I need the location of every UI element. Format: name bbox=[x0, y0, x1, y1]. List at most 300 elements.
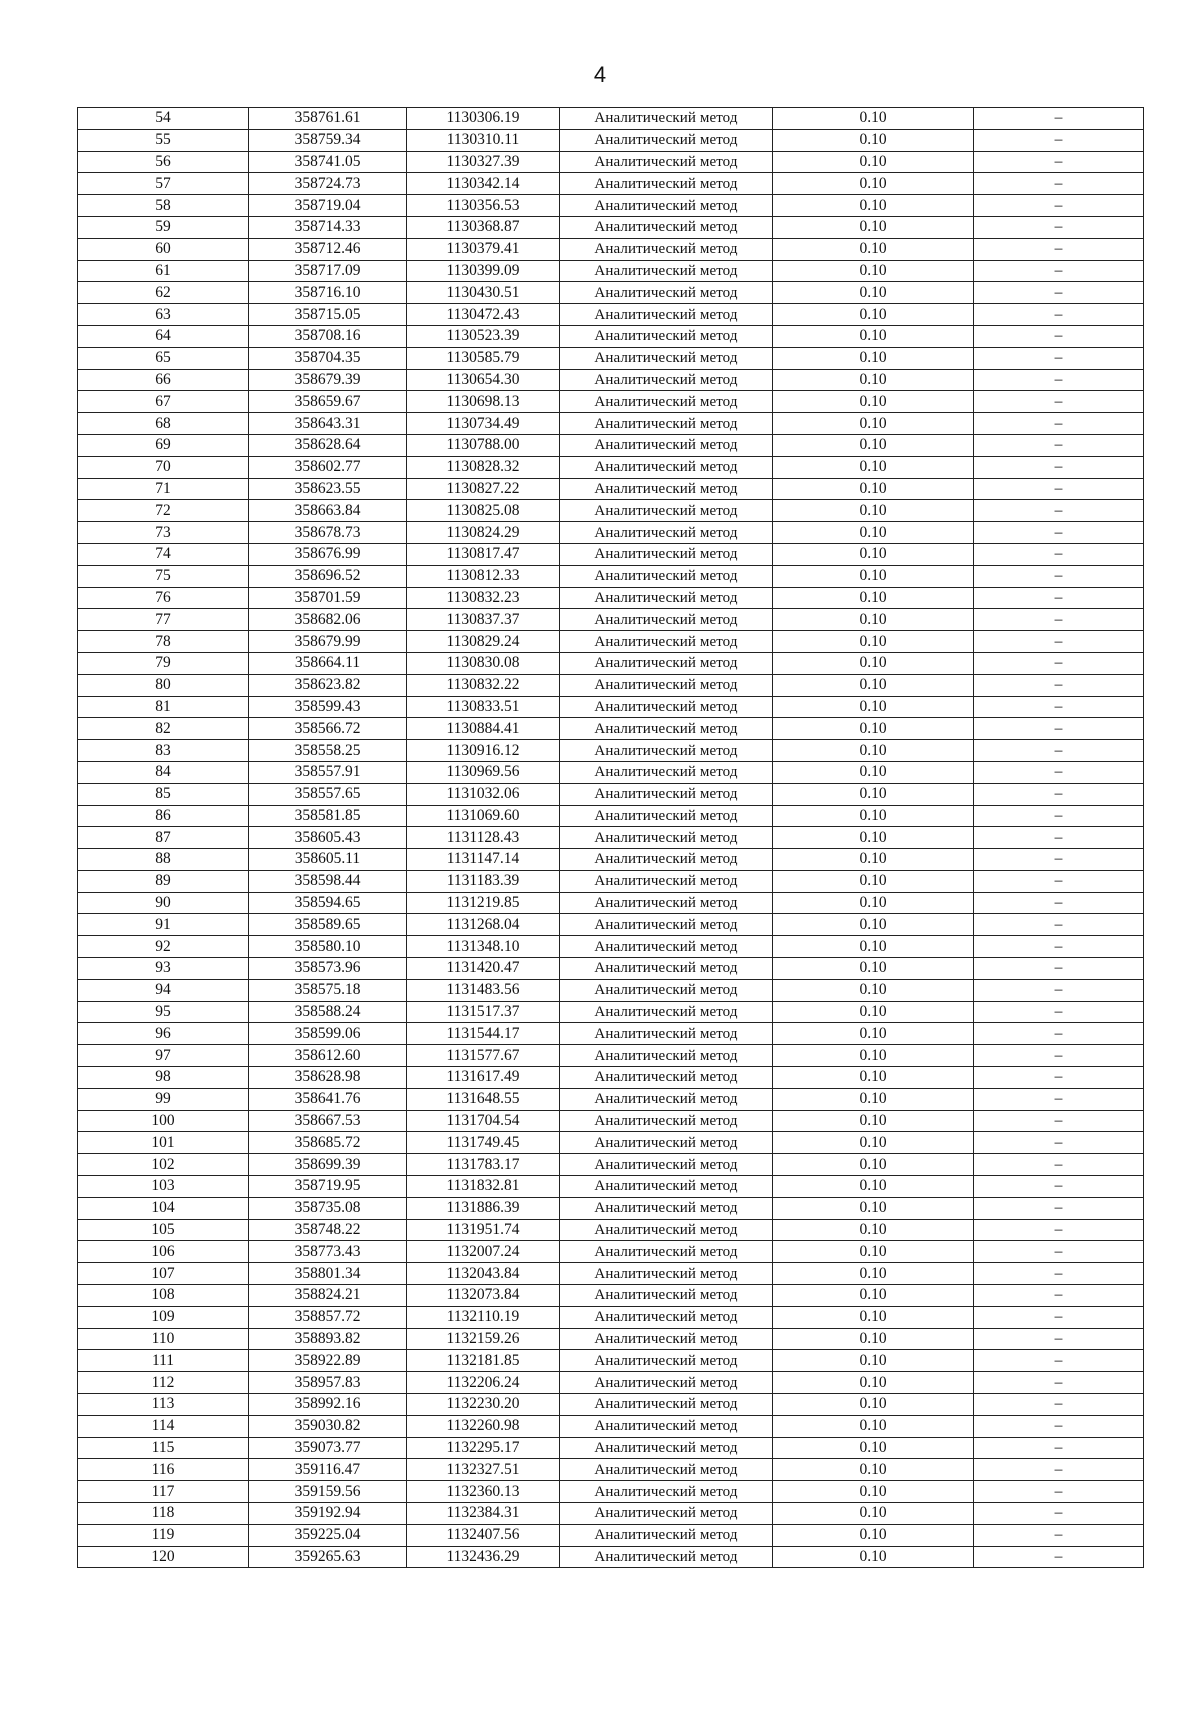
point-number-cell: 111 bbox=[78, 1350, 249, 1372]
method-cell: Аналитический метод bbox=[560, 1481, 773, 1503]
method-cell: Аналитический метод bbox=[560, 478, 773, 500]
dash-cell: – bbox=[974, 1328, 1144, 1350]
method-cell: Аналитический метод bbox=[560, 1023, 773, 1045]
x-coordinate-cell: 358663.84 bbox=[249, 500, 407, 522]
y-coordinate-cell: 1131128.43 bbox=[407, 827, 560, 849]
dash-cell: – bbox=[974, 827, 1144, 849]
dash-cell: – bbox=[974, 674, 1144, 696]
y-coordinate-cell: 1131704.54 bbox=[407, 1110, 560, 1132]
table-row bbox=[78, 587, 1144, 609]
y-coordinate-cell: 1130832.22 bbox=[407, 674, 560, 696]
x-coordinate-cell: 358558.25 bbox=[249, 740, 407, 762]
x-coordinate-cell: 358701.59 bbox=[249, 587, 407, 609]
dash-cell: – bbox=[974, 1372, 1144, 1394]
dash-cell: – bbox=[974, 260, 1144, 282]
point-number-cell: 92 bbox=[78, 936, 249, 958]
y-coordinate-cell: 1131886.39 bbox=[407, 1197, 560, 1219]
accuracy-cell: 0.10 bbox=[773, 740, 974, 762]
point-number-cell: 96 bbox=[78, 1023, 249, 1045]
accuracy-cell: 0.10 bbox=[773, 238, 974, 260]
dash-cell: – bbox=[974, 1067, 1144, 1089]
page-number: 4 bbox=[593, 62, 607, 87]
point-number-cell: 89 bbox=[78, 870, 249, 892]
method-cell: Аналитический метод bbox=[560, 1328, 773, 1350]
table-row bbox=[78, 456, 1144, 478]
method-cell: Аналитический метод bbox=[560, 1350, 773, 1372]
table-row bbox=[78, 1524, 1144, 1546]
accuracy-cell: 0.10 bbox=[773, 1132, 974, 1154]
x-coordinate-cell: 358679.39 bbox=[249, 369, 407, 391]
dash-cell: – bbox=[974, 434, 1144, 456]
dash-cell: – bbox=[974, 1045, 1144, 1067]
point-number-cell: 54 bbox=[78, 108, 249, 130]
method-cell: Аналитический метод bbox=[560, 151, 773, 173]
dash-cell: – bbox=[974, 609, 1144, 631]
coordinates-table bbox=[77, 107, 1144, 1568]
table-row bbox=[78, 1110, 1144, 1132]
point-number-cell: 88 bbox=[78, 849, 249, 871]
method-cell: Аналитический метод bbox=[560, 325, 773, 347]
method-cell: Аналитический метод bbox=[560, 914, 773, 936]
accuracy-cell: 0.10 bbox=[773, 1503, 974, 1525]
point-number-cell: 116 bbox=[78, 1459, 249, 1481]
y-coordinate-cell: 1130356.53 bbox=[407, 195, 560, 217]
method-cell: Аналитический метод bbox=[560, 1197, 773, 1219]
x-coordinate-cell: 358773.43 bbox=[249, 1241, 407, 1263]
y-coordinate-cell: 1131832.81 bbox=[407, 1176, 560, 1198]
point-number-cell: 119 bbox=[78, 1524, 249, 1546]
x-coordinate-cell: 358580.10 bbox=[249, 936, 407, 958]
method-cell: Аналитический метод bbox=[560, 631, 773, 653]
accuracy-cell: 0.10 bbox=[773, 478, 974, 500]
method-cell: Аналитический метод bbox=[560, 827, 773, 849]
table-row bbox=[78, 1154, 1144, 1176]
y-coordinate-cell: 1131348.10 bbox=[407, 936, 560, 958]
table-row bbox=[78, 413, 1144, 435]
method-cell: Аналитический метод bbox=[560, 1524, 773, 1546]
accuracy-cell: 0.10 bbox=[773, 1350, 974, 1372]
table-row bbox=[78, 1415, 1144, 1437]
accuracy-cell: 0.10 bbox=[773, 260, 974, 282]
point-number-cell: 72 bbox=[78, 500, 249, 522]
x-coordinate-cell: 358708.16 bbox=[249, 325, 407, 347]
y-coordinate-cell: 1131032.06 bbox=[407, 783, 560, 805]
accuracy-cell: 0.10 bbox=[773, 1088, 974, 1110]
accuracy-cell: 0.10 bbox=[773, 1067, 974, 1089]
y-coordinate-cell: 1130310.11 bbox=[407, 129, 560, 151]
x-coordinate-cell: 358678.73 bbox=[249, 522, 407, 544]
point-number-cell: 62 bbox=[78, 282, 249, 304]
accuracy-cell: 0.10 bbox=[773, 958, 974, 980]
table-row bbox=[78, 1023, 1144, 1045]
y-coordinate-cell: 1130788.00 bbox=[407, 434, 560, 456]
accuracy-cell: 0.10 bbox=[773, 783, 974, 805]
point-number-cell: 110 bbox=[78, 1328, 249, 1350]
x-coordinate-cell: 358573.96 bbox=[249, 958, 407, 980]
table-row bbox=[78, 1263, 1144, 1285]
dash-cell: – bbox=[974, 1241, 1144, 1263]
dash-cell: – bbox=[974, 805, 1144, 827]
x-coordinate-cell: 358685.72 bbox=[249, 1132, 407, 1154]
dash-cell: – bbox=[974, 1306, 1144, 1328]
table-row bbox=[78, 522, 1144, 544]
dash-cell: – bbox=[974, 631, 1144, 653]
y-coordinate-cell: 1132073.84 bbox=[407, 1285, 560, 1307]
dash-cell: – bbox=[974, 500, 1144, 522]
y-coordinate-cell: 1130734.49 bbox=[407, 413, 560, 435]
point-number-cell: 87 bbox=[78, 827, 249, 849]
method-cell: Аналитический метод bbox=[560, 587, 773, 609]
table-row bbox=[78, 325, 1144, 347]
table-row bbox=[78, 631, 1144, 653]
point-number-cell: 82 bbox=[78, 718, 249, 740]
method-cell: Аналитический метод bbox=[560, 500, 773, 522]
x-coordinate-cell: 358598.44 bbox=[249, 870, 407, 892]
x-coordinate-cell: 358748.22 bbox=[249, 1219, 407, 1241]
y-coordinate-cell: 1131420.47 bbox=[407, 958, 560, 980]
y-coordinate-cell: 1131617.49 bbox=[407, 1067, 560, 1089]
point-number-cell: 57 bbox=[78, 173, 249, 195]
x-coordinate-cell: 358714.33 bbox=[249, 216, 407, 238]
table-row bbox=[78, 108, 1144, 130]
y-coordinate-cell: 1130825.08 bbox=[407, 500, 560, 522]
dash-cell: – bbox=[974, 1219, 1144, 1241]
table-row bbox=[78, 1241, 1144, 1263]
accuracy-cell: 0.10 bbox=[773, 1524, 974, 1546]
dash-cell: – bbox=[974, 979, 1144, 1001]
method-cell: Аналитический метод bbox=[560, 1045, 773, 1067]
y-coordinate-cell: 1132295.17 bbox=[407, 1437, 560, 1459]
y-coordinate-cell: 1130817.47 bbox=[407, 543, 560, 565]
table-row bbox=[78, 1481, 1144, 1503]
method-cell: Аналитический метод bbox=[560, 958, 773, 980]
x-coordinate-cell: 358801.34 bbox=[249, 1263, 407, 1285]
point-number-cell: 104 bbox=[78, 1197, 249, 1219]
dash-cell: – bbox=[974, 740, 1144, 762]
point-number-cell: 67 bbox=[78, 391, 249, 413]
y-coordinate-cell: 1130812.33 bbox=[407, 565, 560, 587]
dash-cell: – bbox=[974, 1481, 1144, 1503]
method-cell: Аналитический метод bbox=[560, 1415, 773, 1437]
method-cell: Аналитический метод bbox=[560, 108, 773, 130]
method-cell: Аналитический метод bbox=[560, 1110, 773, 1132]
dash-cell: – bbox=[974, 1459, 1144, 1481]
point-number-cell: 85 bbox=[78, 783, 249, 805]
point-number-cell: 69 bbox=[78, 434, 249, 456]
table-row bbox=[78, 696, 1144, 718]
method-cell: Аналитический метод bbox=[560, 936, 773, 958]
dash-cell: – bbox=[974, 587, 1144, 609]
point-number-cell: 55 bbox=[78, 129, 249, 151]
x-coordinate-cell: 358641.76 bbox=[249, 1088, 407, 1110]
x-coordinate-cell: 358857.72 bbox=[249, 1306, 407, 1328]
table-row bbox=[78, 761, 1144, 783]
table-row bbox=[78, 1350, 1144, 1372]
dash-cell: – bbox=[974, 936, 1144, 958]
accuracy-cell: 0.10 bbox=[773, 522, 974, 544]
dash-cell: – bbox=[974, 129, 1144, 151]
table-row bbox=[78, 1306, 1144, 1328]
dash-cell: – bbox=[974, 195, 1144, 217]
accuracy-cell: 0.10 bbox=[773, 805, 974, 827]
dash-cell: – bbox=[974, 173, 1144, 195]
dash-cell: – bbox=[974, 108, 1144, 130]
accuracy-cell: 0.10 bbox=[773, 1306, 974, 1328]
method-cell: Аналитический метод bbox=[560, 1263, 773, 1285]
x-coordinate-cell: 358557.65 bbox=[249, 783, 407, 805]
x-coordinate-cell: 358957.83 bbox=[249, 1372, 407, 1394]
accuracy-cell: 0.10 bbox=[773, 1001, 974, 1023]
method-cell: Аналитический метод bbox=[560, 1285, 773, 1307]
table-row bbox=[78, 173, 1144, 195]
y-coordinate-cell: 1131544.17 bbox=[407, 1023, 560, 1045]
accuracy-cell: 0.10 bbox=[773, 936, 974, 958]
dash-cell: – bbox=[974, 282, 1144, 304]
method-cell: Аналитический метод bbox=[560, 870, 773, 892]
method-cell: Аналитический метод bbox=[560, 783, 773, 805]
y-coordinate-cell: 1130399.09 bbox=[407, 260, 560, 282]
dash-cell: – bbox=[974, 1394, 1144, 1416]
point-number-cell: 100 bbox=[78, 1110, 249, 1132]
accuracy-cell: 0.10 bbox=[773, 696, 974, 718]
x-coordinate-cell: 358605.43 bbox=[249, 827, 407, 849]
accuracy-cell: 0.10 bbox=[773, 1197, 974, 1219]
y-coordinate-cell: 1130833.51 bbox=[407, 696, 560, 718]
table-row bbox=[78, 849, 1144, 871]
x-coordinate-cell: 358676.99 bbox=[249, 543, 407, 565]
point-number-cell: 112 bbox=[78, 1372, 249, 1394]
point-number-cell: 101 bbox=[78, 1132, 249, 1154]
point-number-cell: 99 bbox=[78, 1088, 249, 1110]
x-coordinate-cell: 358761.61 bbox=[249, 108, 407, 130]
accuracy-cell: 0.10 bbox=[773, 369, 974, 391]
method-cell: Аналитический метод bbox=[560, 1154, 773, 1176]
table-row bbox=[78, 1372, 1144, 1394]
dash-cell: – bbox=[974, 1197, 1144, 1219]
y-coordinate-cell: 1131951.74 bbox=[407, 1219, 560, 1241]
method-cell: Аналитический метод bbox=[560, 216, 773, 238]
accuracy-cell: 0.10 bbox=[773, 609, 974, 631]
y-coordinate-cell: 1130342.14 bbox=[407, 173, 560, 195]
accuracy-cell: 0.10 bbox=[773, 216, 974, 238]
table-row bbox=[78, 1067, 1144, 1089]
accuracy-cell: 0.10 bbox=[773, 1437, 974, 1459]
table-row bbox=[78, 304, 1144, 326]
x-coordinate-cell: 358741.05 bbox=[249, 151, 407, 173]
method-cell: Аналитический метод bbox=[560, 761, 773, 783]
x-coordinate-cell: 358667.53 bbox=[249, 1110, 407, 1132]
x-coordinate-cell: 358679.99 bbox=[249, 631, 407, 653]
y-coordinate-cell: 1130830.08 bbox=[407, 652, 560, 674]
point-number-cell: 117 bbox=[78, 1481, 249, 1503]
x-coordinate-cell: 358716.10 bbox=[249, 282, 407, 304]
method-cell: Аналитический метод bbox=[560, 1176, 773, 1198]
accuracy-cell: 0.10 bbox=[773, 1394, 974, 1416]
x-coordinate-cell: 358992.16 bbox=[249, 1394, 407, 1416]
dash-cell: – bbox=[974, 216, 1144, 238]
y-coordinate-cell: 1130828.32 bbox=[407, 456, 560, 478]
y-coordinate-cell: 1131577.67 bbox=[407, 1045, 560, 1067]
accuracy-cell: 0.10 bbox=[773, 849, 974, 871]
table-row bbox=[78, 1045, 1144, 1067]
x-coordinate-cell: 358612.60 bbox=[249, 1045, 407, 1067]
point-number-cell: 73 bbox=[78, 522, 249, 544]
dash-cell: – bbox=[974, 783, 1144, 805]
table-row bbox=[78, 936, 1144, 958]
method-cell: Аналитический метод bbox=[560, 849, 773, 871]
dash-cell: – bbox=[974, 369, 1144, 391]
y-coordinate-cell: 1130916.12 bbox=[407, 740, 560, 762]
method-cell: Аналитический метод bbox=[560, 543, 773, 565]
y-coordinate-cell: 1132407.56 bbox=[407, 1524, 560, 1546]
table-row bbox=[78, 892, 1144, 914]
accuracy-cell: 0.10 bbox=[773, 892, 974, 914]
y-coordinate-cell: 1131783.17 bbox=[407, 1154, 560, 1176]
table-row bbox=[78, 979, 1144, 1001]
point-number-cell: 65 bbox=[78, 347, 249, 369]
dash-cell: – bbox=[974, 456, 1144, 478]
point-number-cell: 56 bbox=[78, 151, 249, 173]
dash-cell: – bbox=[974, 1023, 1144, 1045]
y-coordinate-cell: 1130523.39 bbox=[407, 325, 560, 347]
accuracy-cell: 0.10 bbox=[773, 1023, 974, 1045]
x-coordinate-cell: 358712.46 bbox=[249, 238, 407, 260]
table-row bbox=[78, 609, 1144, 631]
dash-cell: – bbox=[974, 1546, 1144, 1568]
dash-cell: – bbox=[974, 849, 1144, 871]
x-coordinate-cell: 358696.52 bbox=[249, 565, 407, 587]
x-coordinate-cell: 359192.94 bbox=[249, 1503, 407, 1525]
accuracy-cell: 0.10 bbox=[773, 674, 974, 696]
table-row bbox=[78, 740, 1144, 762]
accuracy-cell: 0.10 bbox=[773, 129, 974, 151]
table-row bbox=[78, 543, 1144, 565]
table-row bbox=[78, 369, 1144, 391]
x-coordinate-cell: 359073.77 bbox=[249, 1437, 407, 1459]
method-cell: Аналитический метод bbox=[560, 1546, 773, 1568]
y-coordinate-cell: 1130884.41 bbox=[407, 718, 560, 740]
coordinates-table-body bbox=[78, 108, 1144, 1568]
x-coordinate-cell: 359116.47 bbox=[249, 1459, 407, 1481]
table-row bbox=[78, 718, 1144, 740]
table-row bbox=[78, 674, 1144, 696]
method-cell: Аналитический метод bbox=[560, 129, 773, 151]
point-number-cell: 79 bbox=[78, 652, 249, 674]
table-row bbox=[78, 1328, 1144, 1350]
table-row bbox=[78, 1437, 1144, 1459]
y-coordinate-cell: 1130969.56 bbox=[407, 761, 560, 783]
method-cell: Аналитический метод bbox=[560, 1132, 773, 1154]
dash-cell: – bbox=[974, 238, 1144, 260]
method-cell: Аналитический метод bbox=[560, 1372, 773, 1394]
accuracy-cell: 0.10 bbox=[773, 1415, 974, 1437]
method-cell: Аналитический метод bbox=[560, 1219, 773, 1241]
table-row bbox=[78, 260, 1144, 282]
dash-cell: – bbox=[974, 391, 1144, 413]
point-number-cell: 120 bbox=[78, 1546, 249, 1568]
point-number-cell: 71 bbox=[78, 478, 249, 500]
x-coordinate-cell: 358589.65 bbox=[249, 914, 407, 936]
dash-cell: – bbox=[974, 543, 1144, 565]
table-row bbox=[78, 434, 1144, 456]
y-coordinate-cell: 1130829.24 bbox=[407, 631, 560, 653]
y-coordinate-cell: 1132260.98 bbox=[407, 1415, 560, 1437]
accuracy-cell: 0.10 bbox=[773, 347, 974, 369]
method-cell: Аналитический метод bbox=[560, 805, 773, 827]
dash-cell: – bbox=[974, 1001, 1144, 1023]
point-number-cell: 91 bbox=[78, 914, 249, 936]
point-number-cell: 113 bbox=[78, 1394, 249, 1416]
point-number-cell: 103 bbox=[78, 1176, 249, 1198]
dash-cell: – bbox=[974, 1176, 1144, 1198]
x-coordinate-cell: 358682.06 bbox=[249, 609, 407, 631]
accuracy-cell: 0.10 bbox=[773, 587, 974, 609]
y-coordinate-cell: 1130306.19 bbox=[407, 108, 560, 130]
point-number-cell: 81 bbox=[78, 696, 249, 718]
accuracy-cell: 0.10 bbox=[773, 1263, 974, 1285]
method-cell: Аналитический метод bbox=[560, 1459, 773, 1481]
method-cell: Аналитический метод bbox=[560, 304, 773, 326]
accuracy-cell: 0.10 bbox=[773, 870, 974, 892]
dash-cell: – bbox=[974, 761, 1144, 783]
y-coordinate-cell: 1132230.20 bbox=[407, 1394, 560, 1416]
method-cell: Аналитический метод bbox=[560, 347, 773, 369]
x-coordinate-cell: 358699.39 bbox=[249, 1154, 407, 1176]
dash-cell: – bbox=[974, 914, 1144, 936]
method-cell: Аналитический метод bbox=[560, 173, 773, 195]
method-cell: Аналитический метод bbox=[560, 413, 773, 435]
accuracy-cell: 0.10 bbox=[773, 151, 974, 173]
dash-cell: – bbox=[974, 413, 1144, 435]
dash-cell: – bbox=[974, 958, 1144, 980]
accuracy-cell: 0.10 bbox=[773, 718, 974, 740]
point-number-cell: 61 bbox=[78, 260, 249, 282]
table-row bbox=[78, 914, 1144, 936]
table-row bbox=[78, 478, 1144, 500]
y-coordinate-cell: 1130472.43 bbox=[407, 304, 560, 326]
dash-cell: – bbox=[974, 1524, 1144, 1546]
x-coordinate-cell: 358717.09 bbox=[249, 260, 407, 282]
table-row bbox=[78, 391, 1144, 413]
accuracy-cell: 0.10 bbox=[773, 1459, 974, 1481]
method-cell: Аналитический метод bbox=[560, 979, 773, 1001]
table-row bbox=[78, 565, 1144, 587]
y-coordinate-cell: 1130654.30 bbox=[407, 369, 560, 391]
method-cell: Аналитический метод bbox=[560, 369, 773, 391]
dash-cell: – bbox=[974, 696, 1144, 718]
y-coordinate-cell: 1131268.04 bbox=[407, 914, 560, 936]
x-coordinate-cell: 358605.11 bbox=[249, 849, 407, 871]
point-number-cell: 60 bbox=[78, 238, 249, 260]
point-number-cell: 74 bbox=[78, 543, 249, 565]
y-coordinate-cell: 1132159.26 bbox=[407, 1328, 560, 1350]
point-number-cell: 93 bbox=[78, 958, 249, 980]
point-number-cell: 94 bbox=[78, 979, 249, 1001]
accuracy-cell: 0.10 bbox=[773, 1176, 974, 1198]
dash-cell: – bbox=[974, 304, 1144, 326]
point-number-cell: 90 bbox=[78, 892, 249, 914]
dash-cell: – bbox=[974, 892, 1144, 914]
accuracy-cell: 0.10 bbox=[773, 456, 974, 478]
x-coordinate-cell: 358602.77 bbox=[249, 456, 407, 478]
accuracy-cell: 0.10 bbox=[773, 434, 974, 456]
accuracy-cell: 0.10 bbox=[773, 1372, 974, 1394]
point-number-cell: 98 bbox=[78, 1067, 249, 1089]
point-number-cell: 58 bbox=[78, 195, 249, 217]
x-coordinate-cell: 358623.55 bbox=[249, 478, 407, 500]
table-row bbox=[78, 1285, 1144, 1307]
accuracy-cell: 0.10 bbox=[773, 1481, 974, 1503]
